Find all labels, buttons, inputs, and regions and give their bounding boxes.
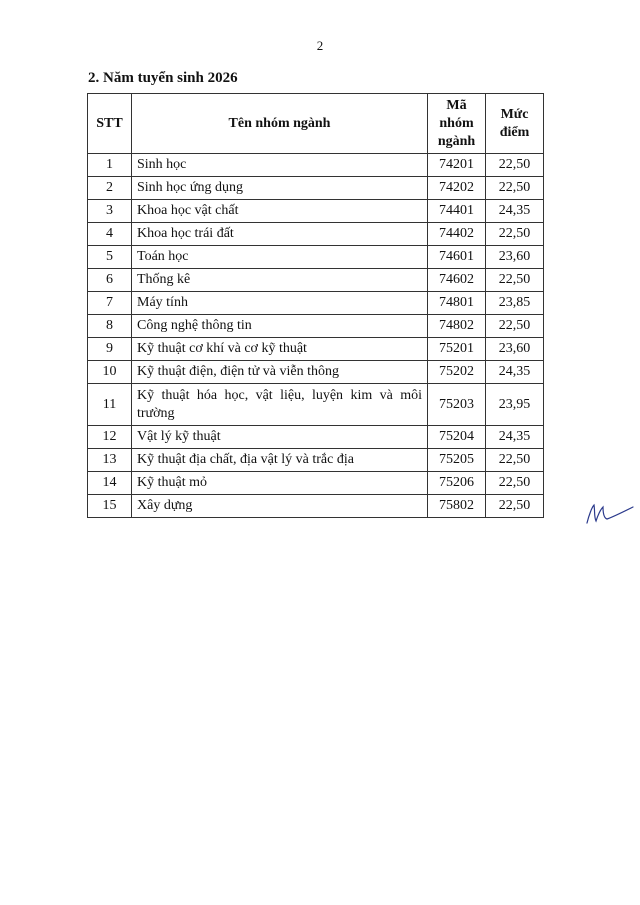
table-row [88, 449, 544, 472]
header-stt: STT [88, 94, 132, 154]
cell-stt: 11 [88, 384, 132, 426]
cell-major-name: Kỹ thuật cơ khí và cơ kỹ thuật [132, 338, 428, 361]
table-row [88, 472, 544, 495]
cell-major-code: 75205 [428, 449, 486, 472]
admission-score-table [87, 93, 544, 518]
table-row [88, 361, 544, 384]
cell-stt: 10 [88, 361, 132, 384]
cell-score: 24,35 [486, 426, 544, 449]
cell-major-name: Kỹ thuật điện, điện tử và viễn thông [132, 361, 428, 384]
cell-major-code: 74402 [428, 223, 486, 246]
cell-major-code: 75206 [428, 472, 486, 495]
cell-score: 22,50 [486, 154, 544, 177]
cell-score: 23,85 [486, 292, 544, 315]
cell-stt: 13 [88, 449, 132, 472]
cell-major-name: Toán học [132, 246, 428, 269]
cell-score: 22,50 [486, 315, 544, 338]
cell-stt: 5 [88, 246, 132, 269]
cell-major-code: 75802 [428, 495, 486, 518]
cell-score: 23,60 [486, 338, 544, 361]
cell-stt: 4 [88, 223, 132, 246]
cell-major-name: Sinh học [132, 154, 428, 177]
cell-stt: 3 [88, 200, 132, 223]
table-row [88, 338, 544, 361]
table-row [88, 292, 544, 315]
cell-major-name: Kỹ thuật địa chất, địa vật lý và trắc địa [132, 449, 428, 472]
table-row [88, 384, 544, 426]
header-score: Mức điểm [486, 94, 544, 154]
table-row [88, 177, 544, 200]
cell-major-name: Xây dựng [132, 495, 428, 518]
cell-major-code: 74401 [428, 200, 486, 223]
cell-score: 24,35 [486, 361, 544, 384]
cell-stt: 7 [88, 292, 132, 315]
cell-score: 24,35 [486, 200, 544, 223]
cell-major-code: 74202 [428, 177, 486, 200]
cell-stt: 8 [88, 315, 132, 338]
cell-score: 23,60 [486, 246, 544, 269]
cell-major-name: Khoa học vật chất [132, 200, 428, 223]
cell-major-name: Khoa học trái đất [132, 223, 428, 246]
table-row [88, 223, 544, 246]
cell-stt: 6 [88, 269, 132, 292]
cell-major-code: 74602 [428, 269, 486, 292]
cell-major-name: Kỹ thuật mỏ [132, 472, 428, 495]
cell-major-name: Vật lý kỹ thuật [132, 426, 428, 449]
cell-major-name: Công nghệ thông tin [132, 315, 428, 338]
table-row [88, 269, 544, 292]
table-header-row [88, 94, 544, 154]
cell-major-name: Thống kê [132, 269, 428, 292]
signature-icon [583, 497, 635, 527]
cell-score: 22,50 [486, 449, 544, 472]
header-name: Tên nhóm ngành [132, 94, 428, 154]
cell-major-code: 74802 [428, 315, 486, 338]
cell-stt: 2 [88, 177, 132, 200]
section-heading: 2. Năm tuyển sinh 2026 [88, 70, 238, 86]
cell-major-code: 75203 [428, 384, 486, 426]
table-row [88, 154, 544, 177]
cell-stt: 1 [88, 154, 132, 177]
cell-stt: 9 [88, 338, 132, 361]
cell-major-code: 75201 [428, 338, 486, 361]
table-row [88, 315, 544, 338]
cell-major-code: 75204 [428, 426, 486, 449]
table-row [88, 495, 544, 518]
table-row [88, 426, 544, 449]
cell-stt: 14 [88, 472, 132, 495]
cell-major-code: 75202 [428, 361, 486, 384]
cell-score: 22,50 [486, 472, 544, 495]
cell-stt: 15 [88, 495, 132, 518]
cell-score: 23,95 [486, 384, 544, 426]
cell-score: 22,50 [486, 223, 544, 246]
cell-score: 22,50 [486, 269, 544, 292]
cell-major-code: 74801 [428, 292, 486, 315]
table-row [88, 200, 544, 223]
cell-score: 22,50 [486, 495, 544, 518]
header-code: Mã nhóm ngành [428, 94, 486, 154]
table-body [88, 154, 544, 518]
cell-major-name: Máy tính [132, 292, 428, 315]
cell-stt: 12 [88, 426, 132, 449]
cell-score: 22,50 [486, 177, 544, 200]
cell-major-code: 74201 [428, 154, 486, 177]
table-row [88, 246, 544, 269]
cell-major-code: 74601 [428, 246, 486, 269]
page-number: 2 [316, 38, 324, 53]
cell-major-name: Sinh học ứng dụng [132, 177, 428, 200]
cell-major-name: Kỹ thuật hóa học, vật liệu, luyện kim và môi trường [132, 384, 428, 426]
